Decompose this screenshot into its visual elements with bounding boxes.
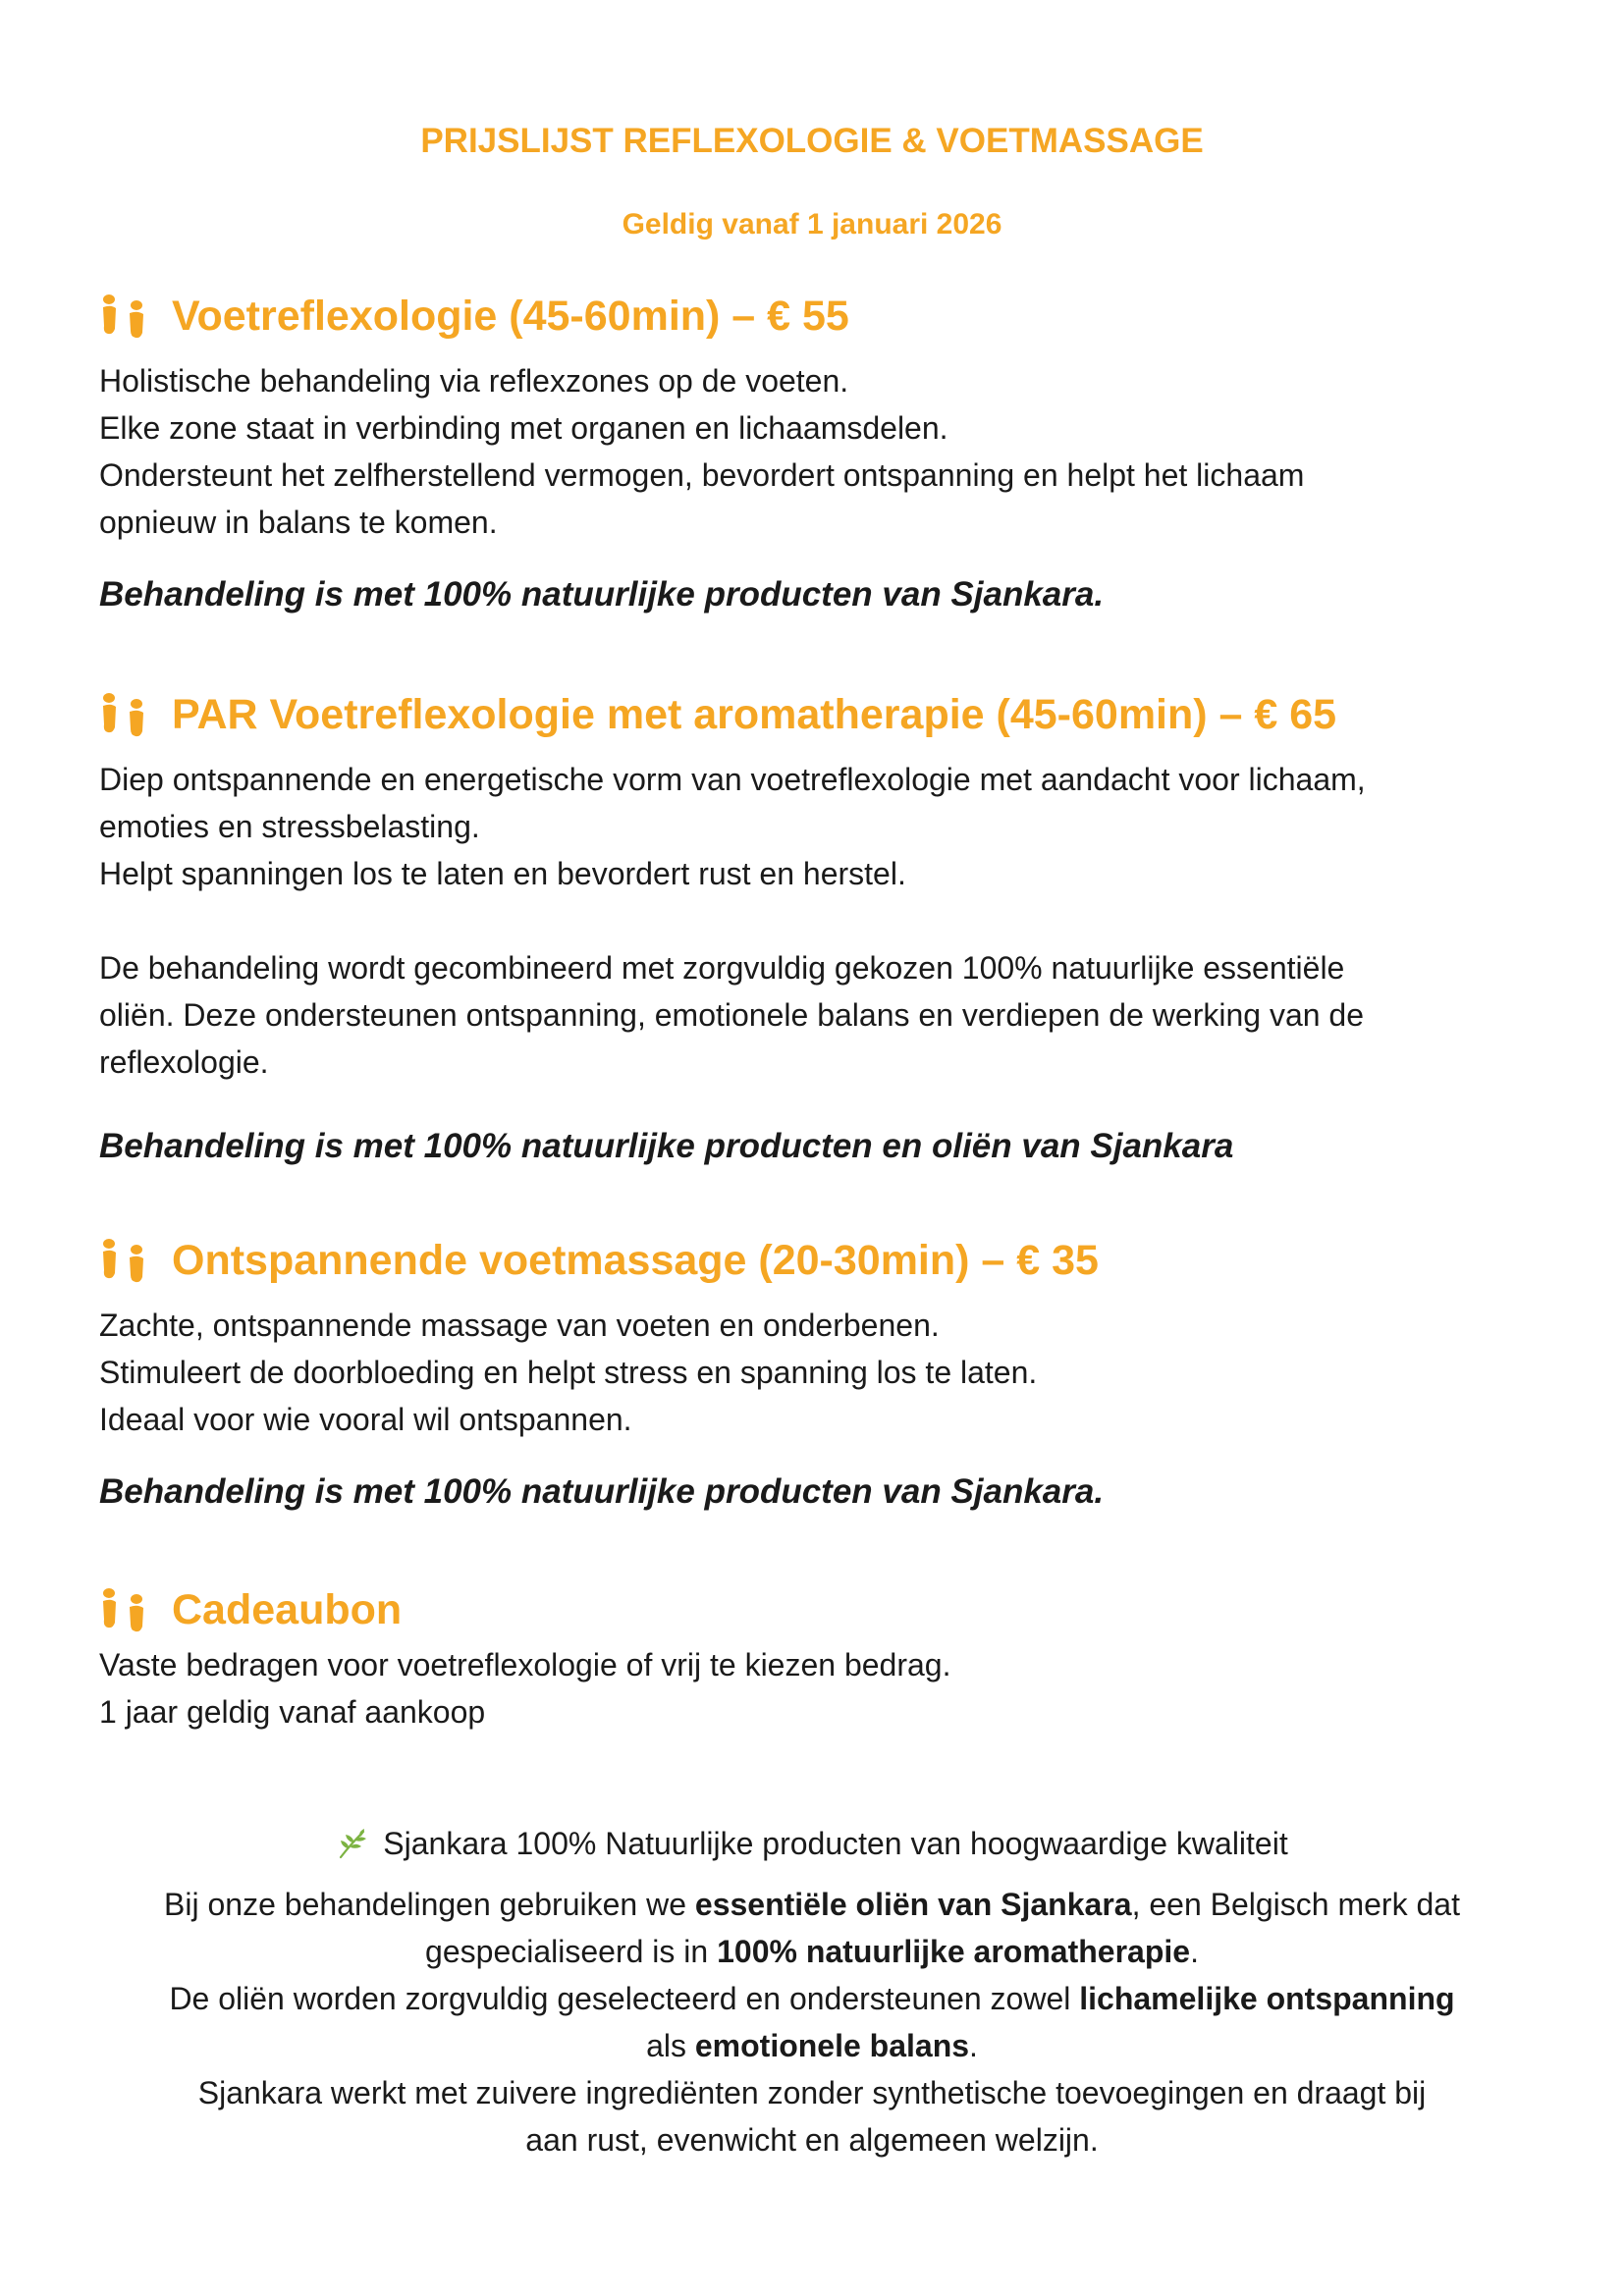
section-title: Voetreflexologie (45-60min) – € 55 bbox=[172, 292, 849, 340]
section-heading bbox=[99, 287, 1533, 346]
feet-icon bbox=[99, 1587, 150, 1632]
body-text: emoties en stressbelasting. bbox=[99, 809, 480, 844]
footer-heading bbox=[88, 1822, 1536, 1865]
feet-icon bbox=[99, 294, 150, 339]
footer-text: aan rust, evenwicht en algemeen welzijn. bbox=[525, 2122, 1099, 2158]
section-heading bbox=[99, 1580, 1533, 1639]
feet-icon bbox=[99, 692, 150, 737]
body-text: Stimuleert de doorbloeding en helpt stress en spanning los te laten. bbox=[99, 1355, 1038, 1390]
product-note: Behandeling is met 100% natuurlijke producten van Sjankara. bbox=[99, 575, 1105, 614]
section-title: PAR Voetreflexologie met aromatherapie (45-60min) – € 65 bbox=[172, 690, 1337, 738]
body-text: Elke zone staat in verbinding met organen en lichaamsdelen. bbox=[99, 410, 948, 446]
body-text: Ondersteunt het zelfherstellend vermogen, bevordert ontspanning en helpt het lichaam bbox=[99, 457, 1305, 493]
section-cadeaubon bbox=[99, 1580, 1533, 1735]
body-text: Ideaal voor wie vooral wil ontspannen. bbox=[99, 1402, 632, 1437]
validity-date: Geldig vanaf 1 januari 2026 bbox=[622, 208, 1002, 240]
body-text: oliën. Deze ondersteunen ontspanning, emotionele balans en verdiepen de werking van de bbox=[99, 997, 1365, 1033]
footer-text: als emotionele balans. bbox=[646, 2028, 978, 2063]
section-par-voetreflexologie bbox=[99, 685, 1533, 1170]
section-heading bbox=[99, 685, 1533, 744]
product-note: Behandeling is met 100% natuurlijke producten en oliën van Sjankara bbox=[99, 1127, 1234, 1165]
body-text: Helpt spanningen los te laten en bevordert rust en herstel. bbox=[99, 856, 906, 891]
footer-text: Sjankara werkt met zuivere ingrediënten zonder synthetische toevoegingen en draagt bij bbox=[197, 2075, 1427, 2110]
body-text: reflexologie. bbox=[99, 1044, 269, 1080]
section-title: Cadeaubon bbox=[172, 1585, 403, 1633]
leaf-icon bbox=[336, 1827, 369, 1860]
section-voetreflexologie bbox=[99, 287, 1533, 618]
body-text: De behandeling wordt gecombineerd met zorgvuldig gekozen 100% natuurlijke essentiële bbox=[99, 950, 1345, 986]
footer-text: gespecialiseerd is in 100% natuurlijke aromatherapie. bbox=[425, 1934, 1199, 1969]
product-note: Behandeling is met 100% natuurlijke producten van Sjankara. bbox=[99, 1472, 1105, 1511]
body-text: Vaste bedragen voor voetreflexologie of vrij te kiezen bedrag. bbox=[99, 1647, 951, 1682]
feet-icon bbox=[99, 1238, 150, 1283]
footer-title: Sjankara 100% Natuurlijke producten van hoogwaardige kwaliteit bbox=[383, 1826, 1288, 1861]
page-title: PRIJSLIJST REFLEXOLOGIE & VOETMASSAGE bbox=[420, 122, 1204, 160]
section-title: Ontspannende voetmassage (20-30min) – € 35 bbox=[172, 1236, 1099, 1284]
body-text: opnieuw in balans te komen. bbox=[99, 505, 498, 540]
body-text: 1 jaar geldig vanaf aankoop bbox=[99, 1694, 486, 1730]
section-voetmassage bbox=[99, 1231, 1533, 1516]
body-text: Zachte, ontspannende massage van voeten en onderbenen. bbox=[99, 1308, 940, 1343]
footer-text: De oliën worden zorgvuldig geselecteerd en ondersteunen zowel lichamelijke ontspanning bbox=[169, 1981, 1455, 2016]
footer-text: Bij onze behandelingen gebruiken we essentiële oliën van Sjankara, een Belgisch merk dat bbox=[164, 1887, 1460, 1922]
body-text: Holistische behandeling via reflexzones op de voeten. bbox=[99, 363, 849, 399]
body-text: Diep ontspannende en energetische vorm van voetreflexologie met aandacht voor lichaam, bbox=[99, 762, 1366, 797]
sjankara-info bbox=[88, 1822, 1536, 2163]
section-heading bbox=[99, 1231, 1533, 1290]
